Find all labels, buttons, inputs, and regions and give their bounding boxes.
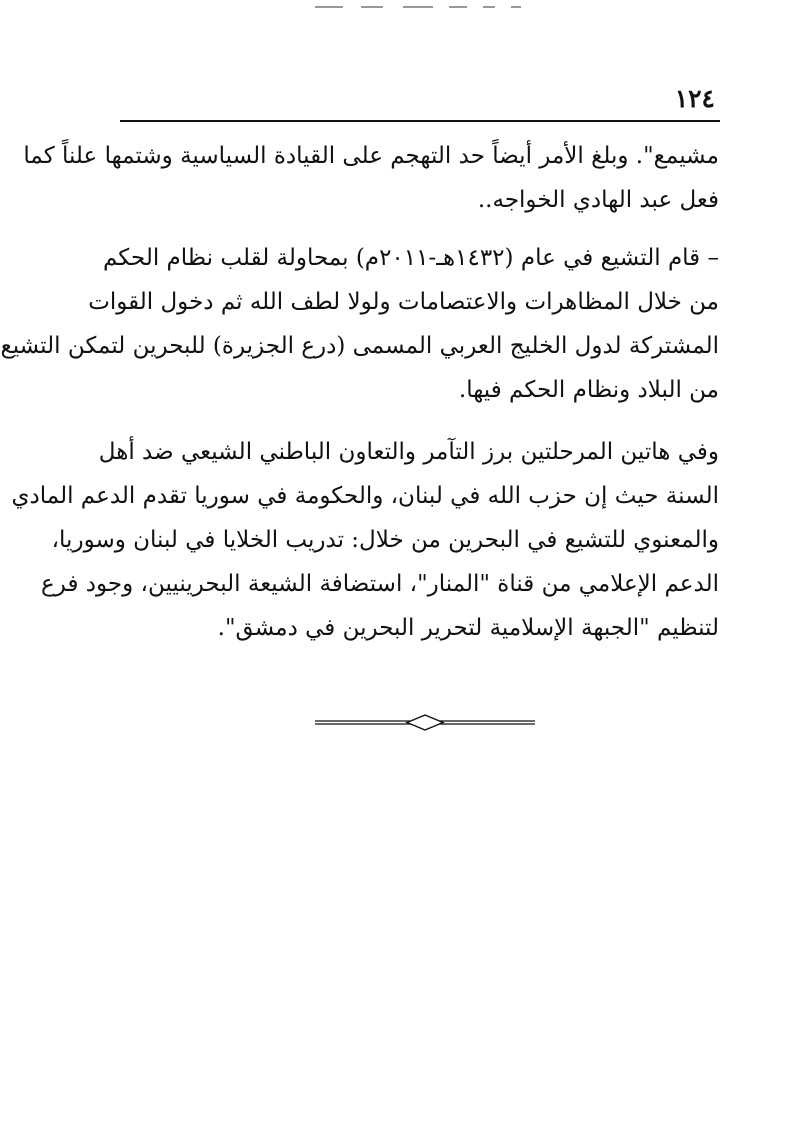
top-scan-marks bbox=[315, 6, 535, 10]
text-line: لتنظيم "الجبهة الإسلامية لتحرير البحرين في دمشق". bbox=[217, 615, 719, 641]
text-line: السنة حيث إن حزب الله في لبنان، والحكومة في سوريا تقدم الدعم المادي bbox=[11, 483, 719, 509]
paragraph-2 bbox=[0, 236, 719, 412]
text-line: من البلاد ونظام الحكم فيها. bbox=[458, 377, 719, 403]
text-line: فعل عبد الهادي الخواجه.. bbox=[477, 187, 719, 213]
text-line: – قام التشيع في عام (١٤٣٢هـ-٢٠١١م) بمحاولة لقلب نظام الحكم bbox=[102, 245, 719, 271]
divider-ornament bbox=[315, 712, 535, 734]
paragraph-1 bbox=[23, 134, 719, 222]
header-rule bbox=[120, 120, 720, 122]
text-line: وفي هاتين المرحلتين برز التآمر والتعاون الباطني الشيعي ضد أهل bbox=[98, 439, 719, 465]
text-line: مشيمع". وبلغ الأمر أيضاً حد التهجم على القيادة السياسية وشتمها علناً كما bbox=[23, 143, 719, 169]
text-line: المشتركة لدول الخليج العربي المسمى (درع الجزيرة) للبحرين لتمكن التشيع bbox=[0, 333, 719, 359]
paragraph-3 bbox=[11, 430, 719, 650]
page-number: ١٢٤ bbox=[674, 84, 715, 113]
text-line: من خلال المظاهرات والاعتصامات ولولا لطف الله ثم دخول القوات bbox=[88, 289, 719, 315]
text-line: والمعنوي للتشيع في البحرين من خلال: تدريب الخلايا في لبنان وسوريا، bbox=[51, 527, 719, 553]
text-line: الدعم الإعلامي من قناة "المنار"، استضافة الشيعة البحرينيين، وجود فرع bbox=[41, 571, 719, 597]
